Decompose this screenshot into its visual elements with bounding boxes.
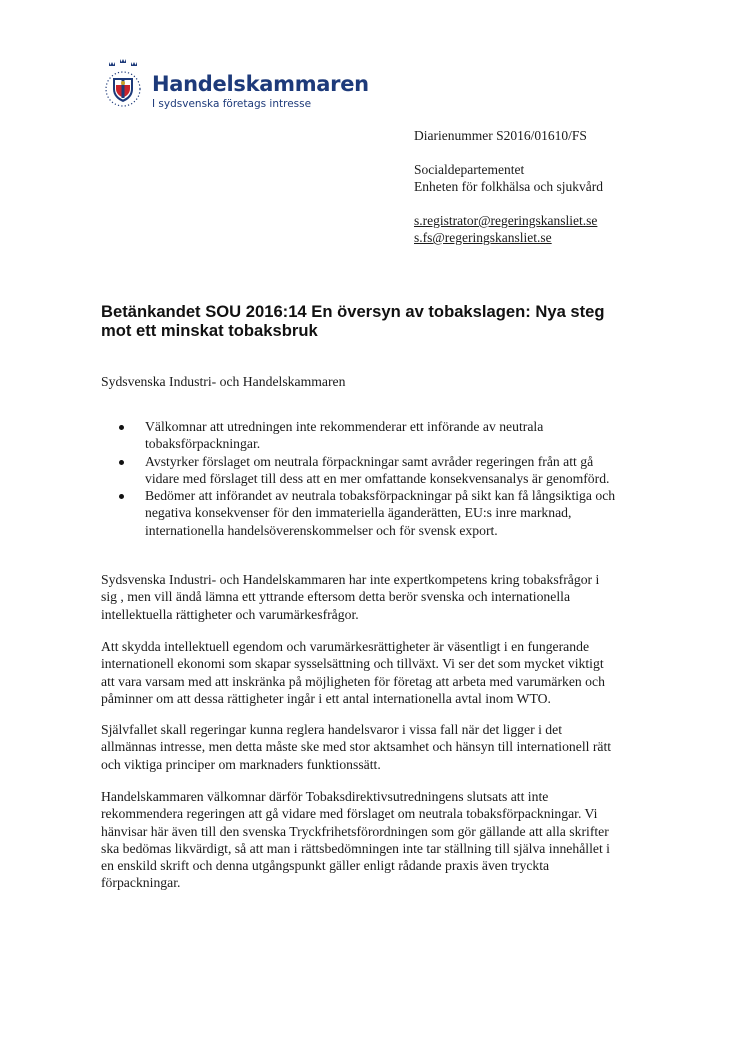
body-paragraph	[101, 638, 661, 707]
paragraph-line: intellektuella rättigheter och varumärkesfrågor.	[101, 606, 359, 622]
organization-name: Sydsvenska Industri- och Handelskammaren	[101, 374, 346, 389]
email-link-fs[interactable]: s.fs@regeringskansliet.se	[414, 230, 552, 245]
bullet-line: Avstyrker förslaget om neutrala förpackningar samt avråder regeringen från att gå	[145, 453, 594, 469]
document-heading	[101, 303, 661, 340]
bullet-line: tobaksförpackningar.	[145, 436, 261, 452]
bullet-dot-icon	[119, 460, 124, 465]
paragraph-line: påminner om att dessa rättigheter ingår i ett antal internationella avtal inom WTO.	[101, 690, 551, 706]
paragraph-line: allmännas intresse, men detta måste ske med stor aktsamhet och hänsyn till internationell rätt	[101, 739, 612, 755]
handelskammaren-logo	[100, 58, 369, 114]
bullet-item	[101, 418, 661, 453]
paragraph-line: Sydsvenska Industri- och Handelskammaren har inte expertkompetens kring tobaksfrågor i	[101, 572, 600, 587]
paragraph-line: en enskild skrift och denna utgångspunkt gäller enligt rådande praxis även tryckta	[101, 858, 550, 874]
email-link-registrator[interactable]: s.registrator@regeringskansliet.se	[414, 213, 598, 228]
bullet-item	[101, 453, 661, 488]
logo-tagline: I sydsvenska företags intresse	[152, 98, 312, 110]
bullet-line: negativa konsekvenser för den immateriella äganderätten, EU:s inre marknad,	[145, 505, 572, 521]
heading-line: Betänkandet SOU 2016:14 En översyn av tobakslagen: Nya steg	[101, 302, 605, 321]
bullet-line: internationella handelsöverenskommelser och för svensk export.	[145, 522, 498, 538]
recipient-unit: Enheten för folkhälsa och sjukvård	[414, 179, 603, 194]
paragraph-line: hänvisar här även till den svenska Tryckfrihetsförordningen som gör gällande att alla skrifter	[101, 823, 609, 839]
diary-number: Diarienummer S2016/01610/FS	[414, 128, 587, 143]
body-paragraph	[101, 721, 661, 773]
logo-name: Handelskammaren	[152, 72, 369, 96]
body-paragraph	[101, 788, 661, 892]
bullet-line: Välkomnar att utredningen inte rekommenderar ett införande av neutrala	[145, 419, 544, 434]
paragraph-line: ska bedömas likvärdigt, så att man i rättsbedömningen inte tar ställning till själva innehållet i	[101, 840, 610, 856]
bullet-dot-icon	[119, 425, 124, 430]
paragraph-line: internationell ekonomi som skapar sysselsättning och tillväxt. Vi ser det som mycket viktigt	[101, 656, 604, 672]
bullet-line: vidare med förslaget till dess att en mer omfattande konsekvensanalys är genomförd.	[145, 470, 610, 486]
paragraph-line: förpackningar.	[101, 875, 181, 891]
paragraph-line: och viktiga principer om marknaders funktionssätt.	[101, 756, 381, 772]
paragraph-line: sig , men vill ändå lämna ett yttrande eftersom detta berör svenska och internationella	[101, 589, 571, 605]
heading-line: mot ett minskat tobaksbruk	[101, 320, 318, 340]
bullet-line: Bedömer att införandet av neutrala tobaksförpackningar på sikt kan få långsiktiga och	[145, 488, 616, 504]
recipient-department: Socialdepartementet	[414, 162, 525, 177]
paragraph-line: att vara varsam med att inskränka på möjligheten för företag att arbeta med varumärken och	[101, 673, 605, 689]
paragraph-line: Att skydda intellektuell egendom och varumärkesrättigheter är väsentligt i en fungerande	[101, 639, 590, 654]
paragraph-line: rekommendera regeringen att gå vidare med förslaget om neutrala tobaksförpackningar. Vi	[101, 806, 598, 822]
crest-emblem-icon	[100, 58, 146, 114]
paragraph-line: Självfallet skall regeringar kunna reglera handelsvaror i vissa fall när det ligger i det	[101, 722, 563, 737]
body-paragraph	[101, 571, 661, 623]
paragraph-line: Handelskammaren välkomnar därför Tobaksdirektivsutredningens slutsats att inte	[101, 789, 549, 804]
bullet-dot-icon	[119, 494, 124, 499]
summary-bullet-list	[101, 418, 661, 539]
bullet-item	[101, 487, 661, 539]
